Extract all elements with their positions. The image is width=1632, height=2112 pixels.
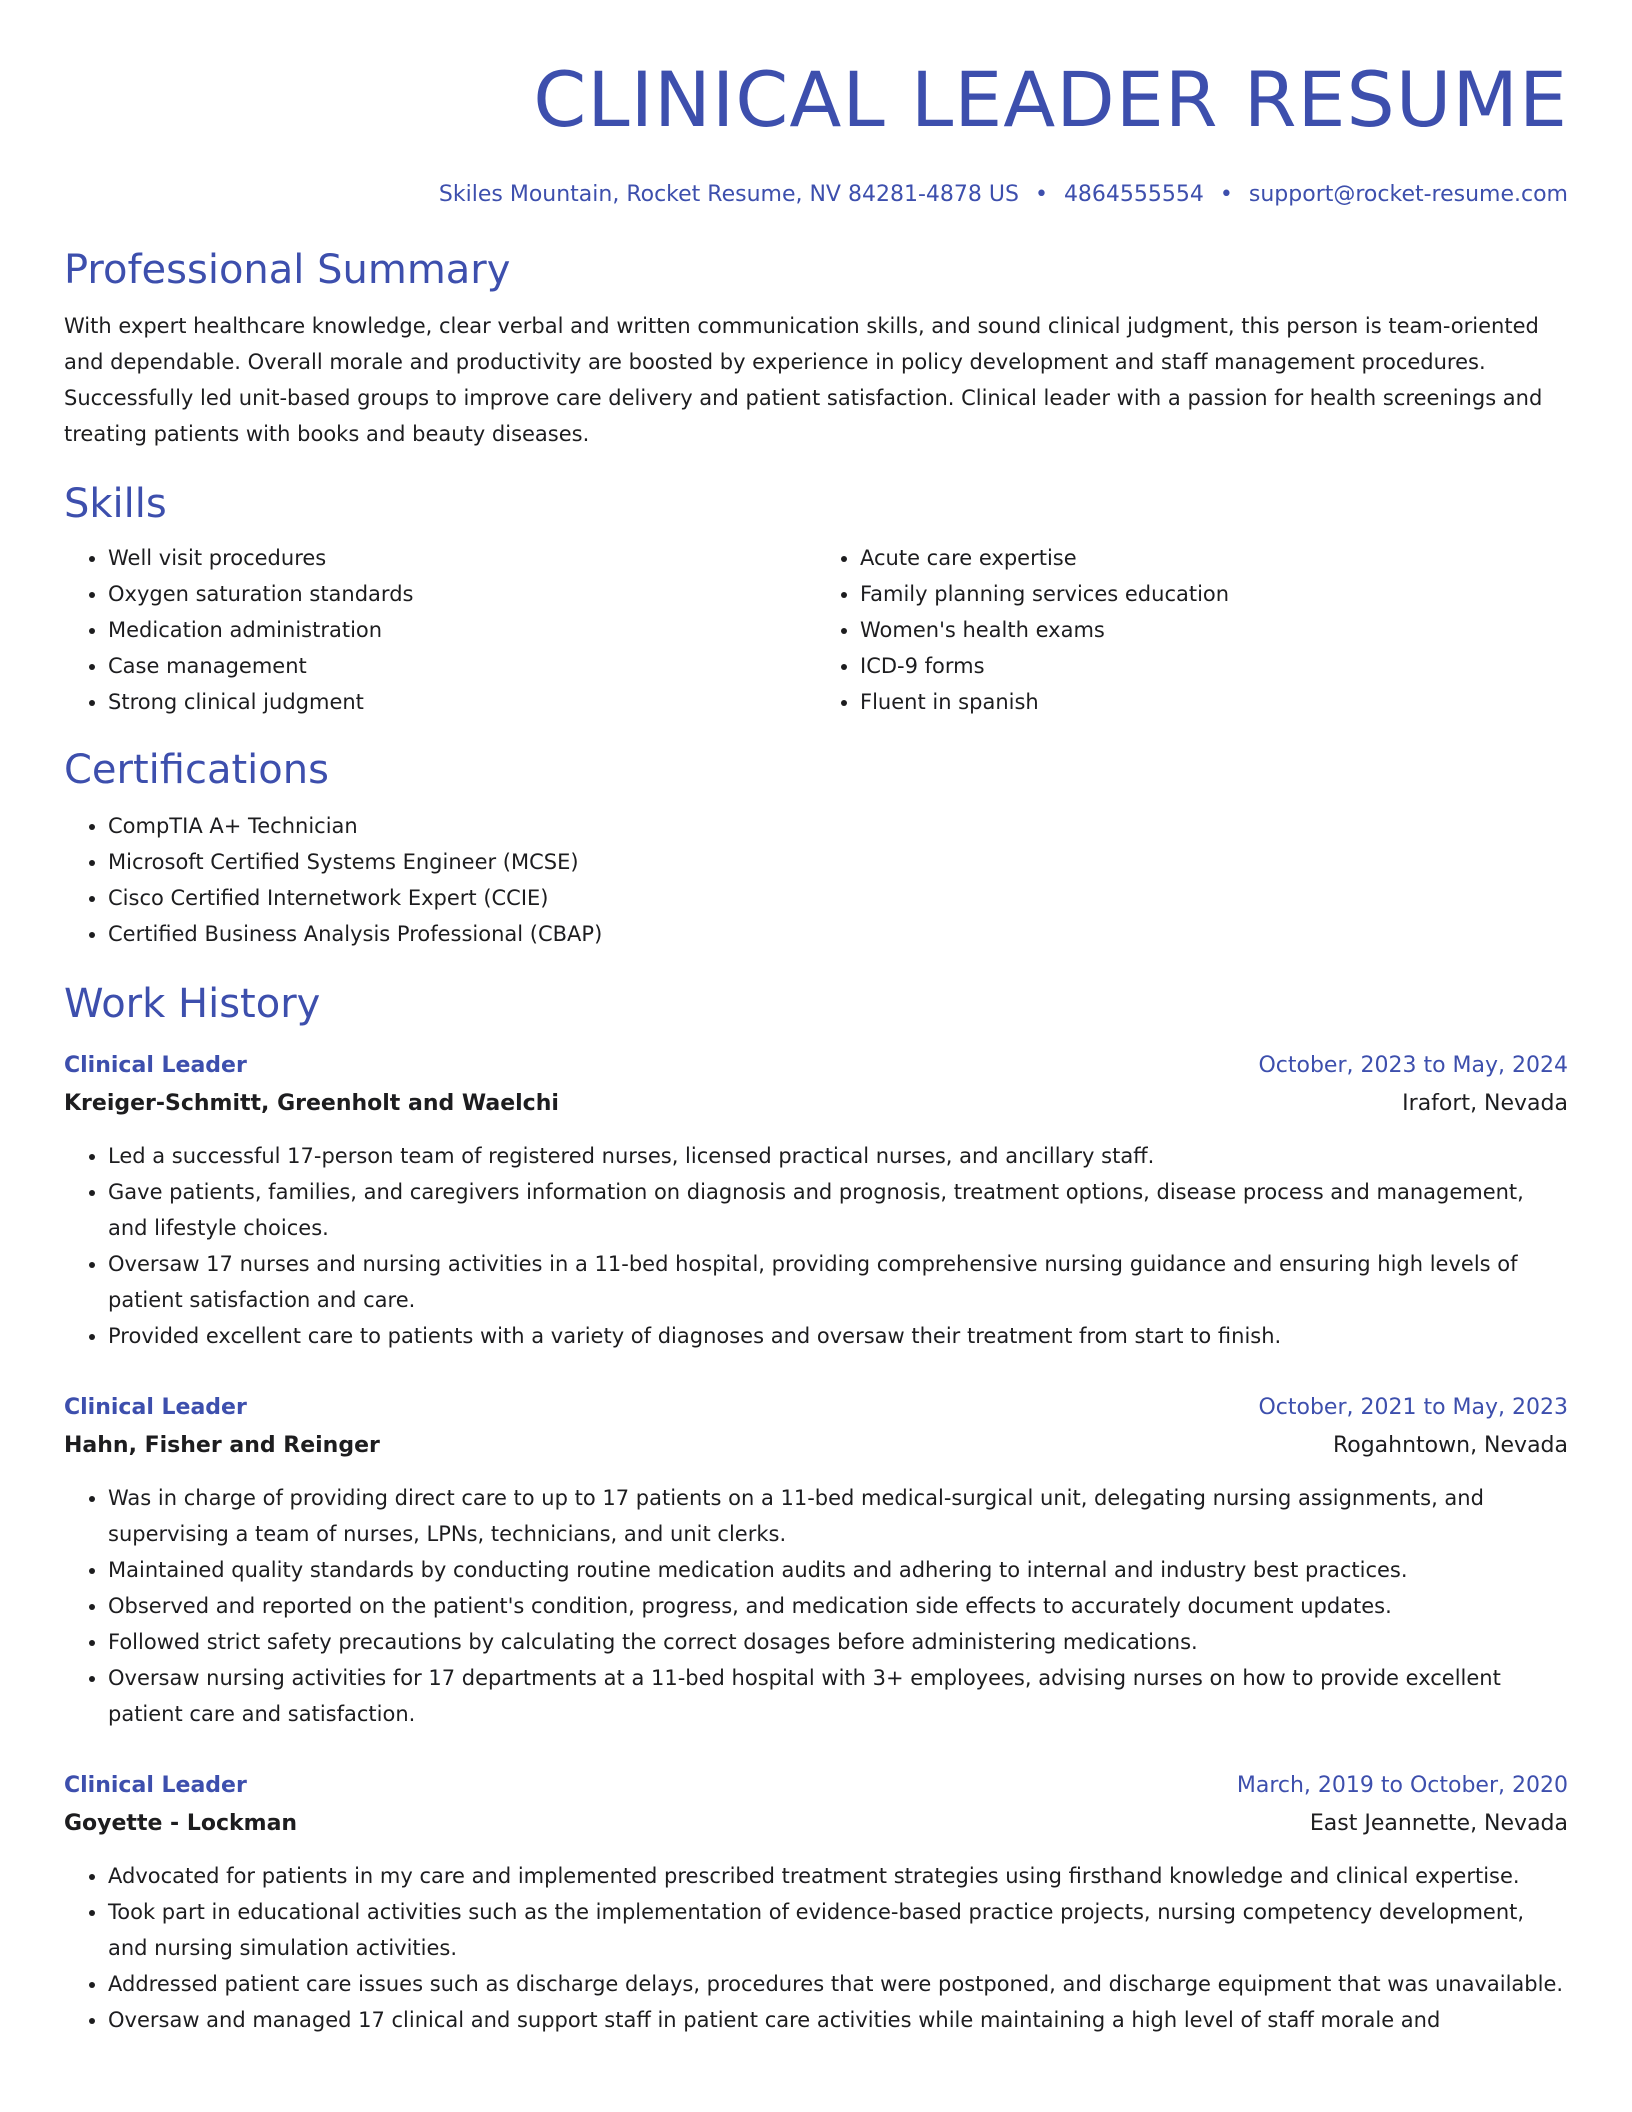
job-bullet: • Led a successful 17-person team of registered nurses, licensed practical nurses, and ancillary staff.	[108, 1138, 1568, 1174]
job-employer-row	[64, 1804, 1568, 1844]
job-employer-row	[64, 1426, 1568, 1466]
job-bullet: • Followed strict safety precautions by calculating the correct dosages before administering medications.	[108, 1624, 1568, 1660]
job-bullet: • Maintained quality standards by conducting routine medication audits and adhering to internal and industry best practices.	[108, 1552, 1568, 1588]
job-entry	[64, 1768, 1568, 2038]
job-dates: March, 2019 to October, 2020	[1236, 1773, 1568, 1798]
skill-item: • Family planning services education	[860, 576, 1568, 612]
job-location: Rogahntown, Nevada	[1332, 1433, 1568, 1458]
job-entry	[64, 1048, 1568, 1354]
contact-email[interactable]: support@rocket-resume.com	[1248, 182, 1568, 207]
skill-item: • Fluent in spanish	[860, 684, 1568, 720]
job-title-row	[64, 1768, 1568, 1804]
job-title: Clinical Leader	[64, 1053, 247, 1078]
job-employer: Goyette - Lockman	[64, 1811, 298, 1836]
certification-item: • Certified Business Analysis Professional (CBAP)	[108, 916, 1568, 952]
skill-item: • Case management	[108, 648, 816, 684]
job-title-row	[64, 1048, 1568, 1084]
job-title: Clinical Leader	[64, 1773, 247, 1798]
skill-item: • Well visit procedures	[108, 540, 816, 576]
job-bullet: • Took part in educational activities such as the implementation of evidence-based practice projects, nursing competency development, and nursing simulation activities.	[108, 1894, 1568, 1966]
skills-list-left	[64, 540, 816, 720]
contact-line	[64, 178, 1568, 212]
summary-text: With expert healthcare knowledge, clear verbal and written communication skills, and sound clinical judgment, this person is team-oriented and dependable. Overall morale and productivity are boosted by experience in policy development and staff management procedures. Successfully led unit-based groups to improve care delivery and patient satisfaction. Clinical leader with a passion for health screenings and treating patients with books and beauty diseases.	[64, 314, 1543, 446]
contact-separator: •	[1219, 182, 1233, 207]
skill-item: • ICD-9 forms	[860, 648, 1568, 684]
job-employer: Hahn, Fisher and Reinger	[64, 1433, 380, 1458]
job-location: East Jeannette, Nevada	[1309, 1811, 1568, 1836]
job-entry	[64, 1390, 1568, 1732]
job-bullet: • Gave patients, families, and caregivers information on diagnosis and prognosis, treatment options, disease process and management, and lifestyle choices.	[108, 1174, 1568, 1246]
skill-item: • Medication administration	[108, 612, 816, 648]
contact-address: Skiles Mountain, Rocket Resume, NV 84281-4878 US	[438, 182, 1019, 207]
summary-heading: Professional Summary	[64, 247, 511, 293]
skill-item: • Strong clinical judgment	[108, 684, 816, 720]
certifications-heading: Certifications	[64, 747, 329, 793]
skills-list-right	[816, 540, 1568, 720]
job-bullet: • Oversaw nursing activities for 17 departments at a 11-bed hospital with 3+ employees, advising nurses on how to provide excellent patient care and satisfaction.	[108, 1660, 1568, 1732]
skills-columns	[64, 540, 1568, 720]
job-bullet: • Addressed patient care issues such as discharge delays, procedures that were postponed, and discharge equipment that was unavailable.	[108, 1966, 1568, 2002]
job-title: Clinical Leader	[64, 1395, 247, 1420]
skill-item: • Acute care expertise	[860, 540, 1568, 576]
job-title-row	[64, 1390, 1568, 1426]
job-bullet: • Was in charge of providing direct care to up to 17 patients on a 11-bed medical-surgical unit, delegating nursing assignments, and supervising a team of nurses, LPNs, technicians, and unit clerks.	[108, 1480, 1568, 1552]
contact-separator: •	[1034, 182, 1048, 207]
certifications-list	[64, 808, 1568, 952]
job-bullet: • Oversaw and managed 17 clinical and support staff in patient care activities while maintaining a high level of staff morale and	[108, 2002, 1568, 2038]
resume-header	[64, 0, 1568, 212]
job-bullets	[64, 1138, 1568, 1354]
certification-item: • Cisco Certified Internetwork Expert (CCIE)	[108, 880, 1568, 916]
skill-item: • Oxygen saturation standards	[108, 576, 816, 612]
skill-item: • Women's health exams	[860, 612, 1568, 648]
certification-item: • CompTIA A+ Technician	[108, 808, 1568, 844]
job-bullet: • Advocated for patients in my care and implemented prescribed treatment strategies using firsthand knowledge and clinical expertise.	[108, 1858, 1568, 1894]
job-bullet: • Observed and reported on the patient's condition, progress, and medication side effects to accurately document updates.	[108, 1588, 1568, 1624]
certification-item: • Microsoft Certified Systems Engineer (MCSE)	[108, 844, 1568, 880]
job-dates: October, 2023 to May, 2024	[1258, 1053, 1568, 1078]
job-location: Irafort, Nevada	[1402, 1091, 1568, 1116]
job-dates: October, 2021 to May, 2023	[1258, 1395, 1568, 1420]
resume-page	[64, 0, 1568, 2038]
contact-phone: 4864555554	[1063, 182, 1204, 207]
job-bullet: • Provided excellent care to patients with a variety of diagnoses and oversaw their treatment from start to finish.	[108, 1318, 1568, 1354]
job-bullet: • Oversaw 17 nurses and nursing activities in a 11-bed hospital, providing comprehensive nursing guidance and ensuring high levels of patient satisfaction and care.	[108, 1246, 1568, 1318]
job-employer: Kreiger-Schmitt, Greenholt and Waelchi	[64, 1091, 559, 1116]
job-bullets	[64, 1858, 1568, 2038]
skills-heading: Skills	[64, 481, 167, 527]
job-bullets	[64, 1480, 1568, 1732]
work-history-heading: Work History	[64, 981, 321, 1027]
resume-title: CLINICAL LEADER RESUME	[533, 55, 1568, 144]
job-employer-row	[64, 1084, 1568, 1124]
